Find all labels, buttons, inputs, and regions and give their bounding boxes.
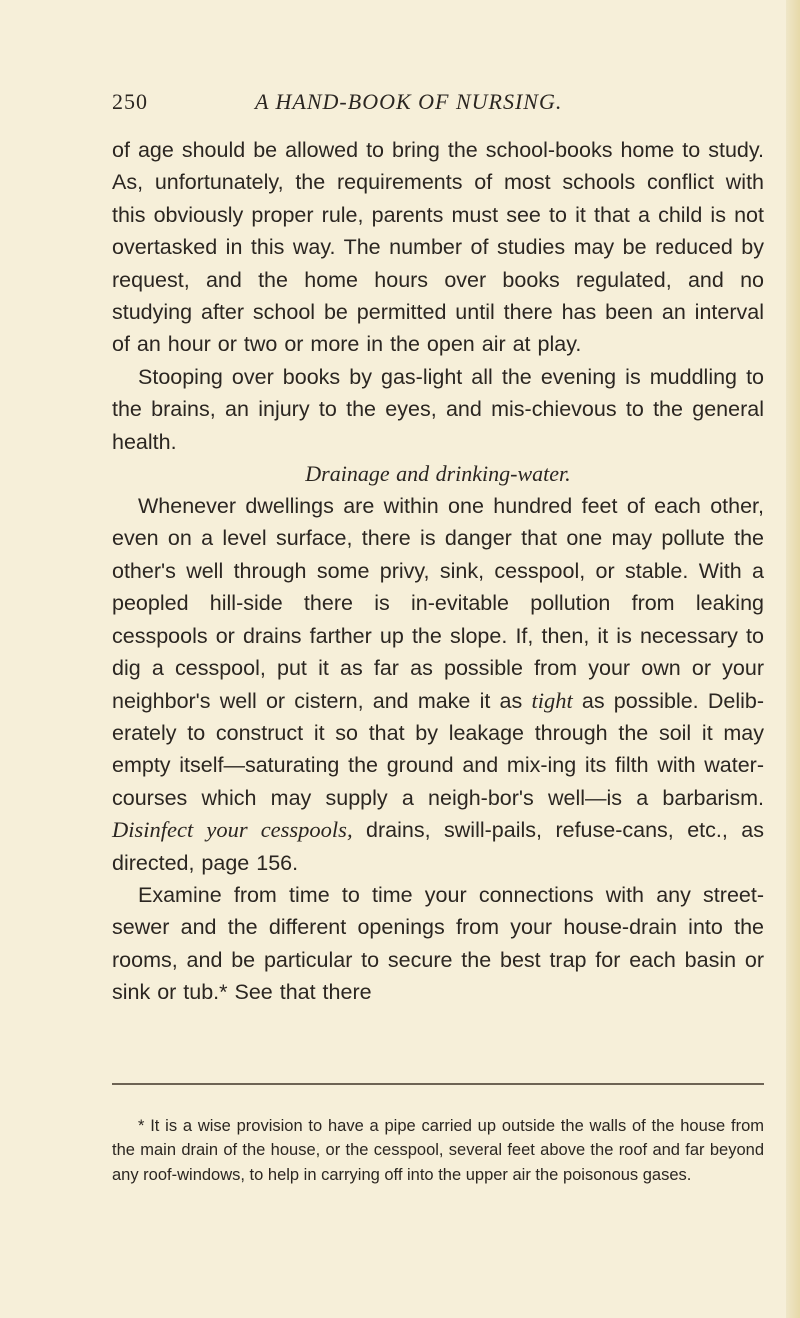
section-heading: Drainage and drinking-water. [305, 461, 571, 487]
footnote: * It is a wise provision to have a pipe carried up outside the walls of the house from the main drain of the house, or the cesspool, several feet above the roof and far beyond any roof-windows, to help in carrying off into the upper air the poisonous gases. [112, 1116, 764, 1184]
paragraph-drainage [112, 490, 764, 879]
footnote-divider [112, 1083, 764, 1085]
paragraph-drainage-part-b: as possible. Delib-erately to construct it so that by leakage through the soil it may empty itself—saturating the ground and mix-ing its filth with water-courses which may supply a neigh-bor's well—is a barbarism. [112, 688, 764, 810]
page-number: 250 [112, 89, 148, 114]
paragraph-stooping: Stooping over books by gas-light all the evening is muddling to the brains, an injury to the eyes, and mis-chievous to the general health. [112, 364, 764, 454]
page-header [112, 88, 752, 116]
paragraph-drainage-part-a: Whenever dwellings are within one hundred feet of each other, even on a level surface, there is danger that one may pollute the other's well through some privy, sink, cesspool, or stable. With a peopled hill-side there is in-evitable pollution from leaking cesspools or drains farther up the slope. If, then, it is necessary to dig a cesspool, put it as far as possible from your own or your neighbor's well or cistern, and make it as [112, 494, 764, 713]
emphasis-disinfect: Disinfect your cesspools, [112, 817, 353, 843]
paragraph-drainage-part-c: drains, swill-pails, refuse-cans, etc., as directed, page 156. [112, 818, 765, 875]
paragraph-examine: Examine from time to time your connections with any street-sewer and the different openings from your house-drain into the rooms, and be particular to secure the best trap for each basin or sink or tub.* See that there [112, 882, 764, 1005]
emphasis-tight: tight [531, 687, 573, 713]
running-title: A HAND-BOOK OF NURSING. [255, 89, 563, 114]
page-edge [786, 0, 800, 1318]
body-text [112, 134, 764, 1009]
paragraph-continuation: of age should be allowed to bring the school-books home to study. As, unfortunately, the requirements of most schools conflict with this obviously proper rule, parents must see to it that a child is not overtasked in this way. The number of studies may be reduced by request, and the home hours over books regulated, and no studying after school be permitted until there has been an interval of an hour or two or more in the open air at play. [112, 138, 764, 357]
